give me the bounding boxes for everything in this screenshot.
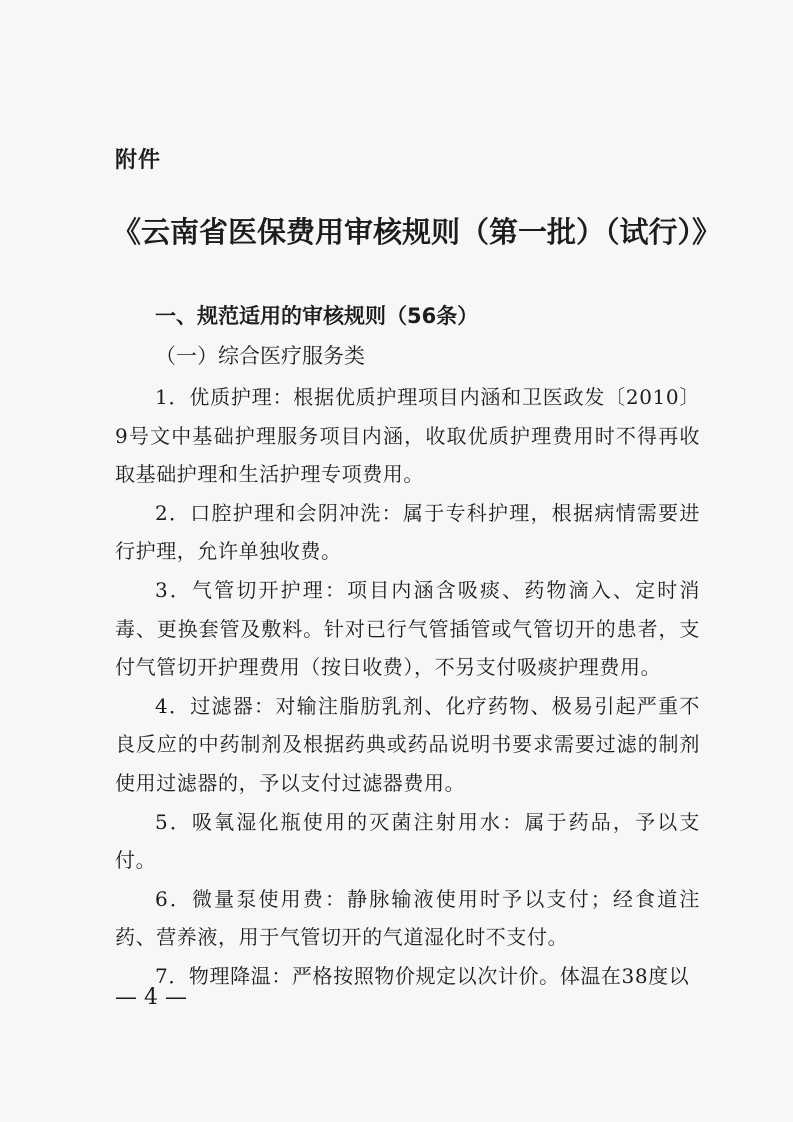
rule-paragraph-4: 4．过滤器：对输注脂肪乳剂、化疗药物、极易引起严重不良反应的中药制剂及根据药典或药品说明书要求需要过滤的制剂使用过滤器的，予以支付过滤器费用。 xyxy=(115,693,700,795)
rule-paragraph-2: 2．口腔护理和会阴冲洗：属于专科护理，根据病情需要进行护理，允许单独收费。 xyxy=(115,500,700,564)
section-subheading: （一）综合医疗服务类 xyxy=(155,344,365,368)
document-body xyxy=(115,378,700,996)
document-title: 《云南省医保费用审核规则（第一批）（试行）》 xyxy=(112,215,722,249)
rule-paragraph-1: 1．优质护理：根据优质护理项目内涵和卫医政发〔2010〕9号文中基础护理服务项目内涵，收取优质护理费用时不得再收取基础护理和生活护理专项费用。 xyxy=(115,385,700,487)
attachment-label: 附件 xyxy=(115,148,162,173)
rule-paragraph-5: 5．吸氧湿化瓶使用的灭菌注射用水：属于药品，予以支付。 xyxy=(115,809,700,873)
rule-paragraph-6: 6．微量泵使用费：静脉输液使用时予以支付；经食道注药、营养液，用于气管切开的气道湿化时不支付。 xyxy=(115,886,700,950)
rule-paragraph-7: 7．物理降温：严格按照物价规定以次计价。体温在38度以 xyxy=(155,963,690,988)
page-number: — 4 — xyxy=(115,985,187,1010)
rule-paragraph-3: 3．气管切开护理：项目内涵含吸痰、药物滴入、定时消毒、更换套管及敷料。针对已行气管插管或气管切开的患者，支付气管切开护理费用（按日收费），不另支付吸痰护理费用。 xyxy=(115,577,700,680)
section-heading: 一、规范适用的审核规则（56条） xyxy=(155,304,479,328)
